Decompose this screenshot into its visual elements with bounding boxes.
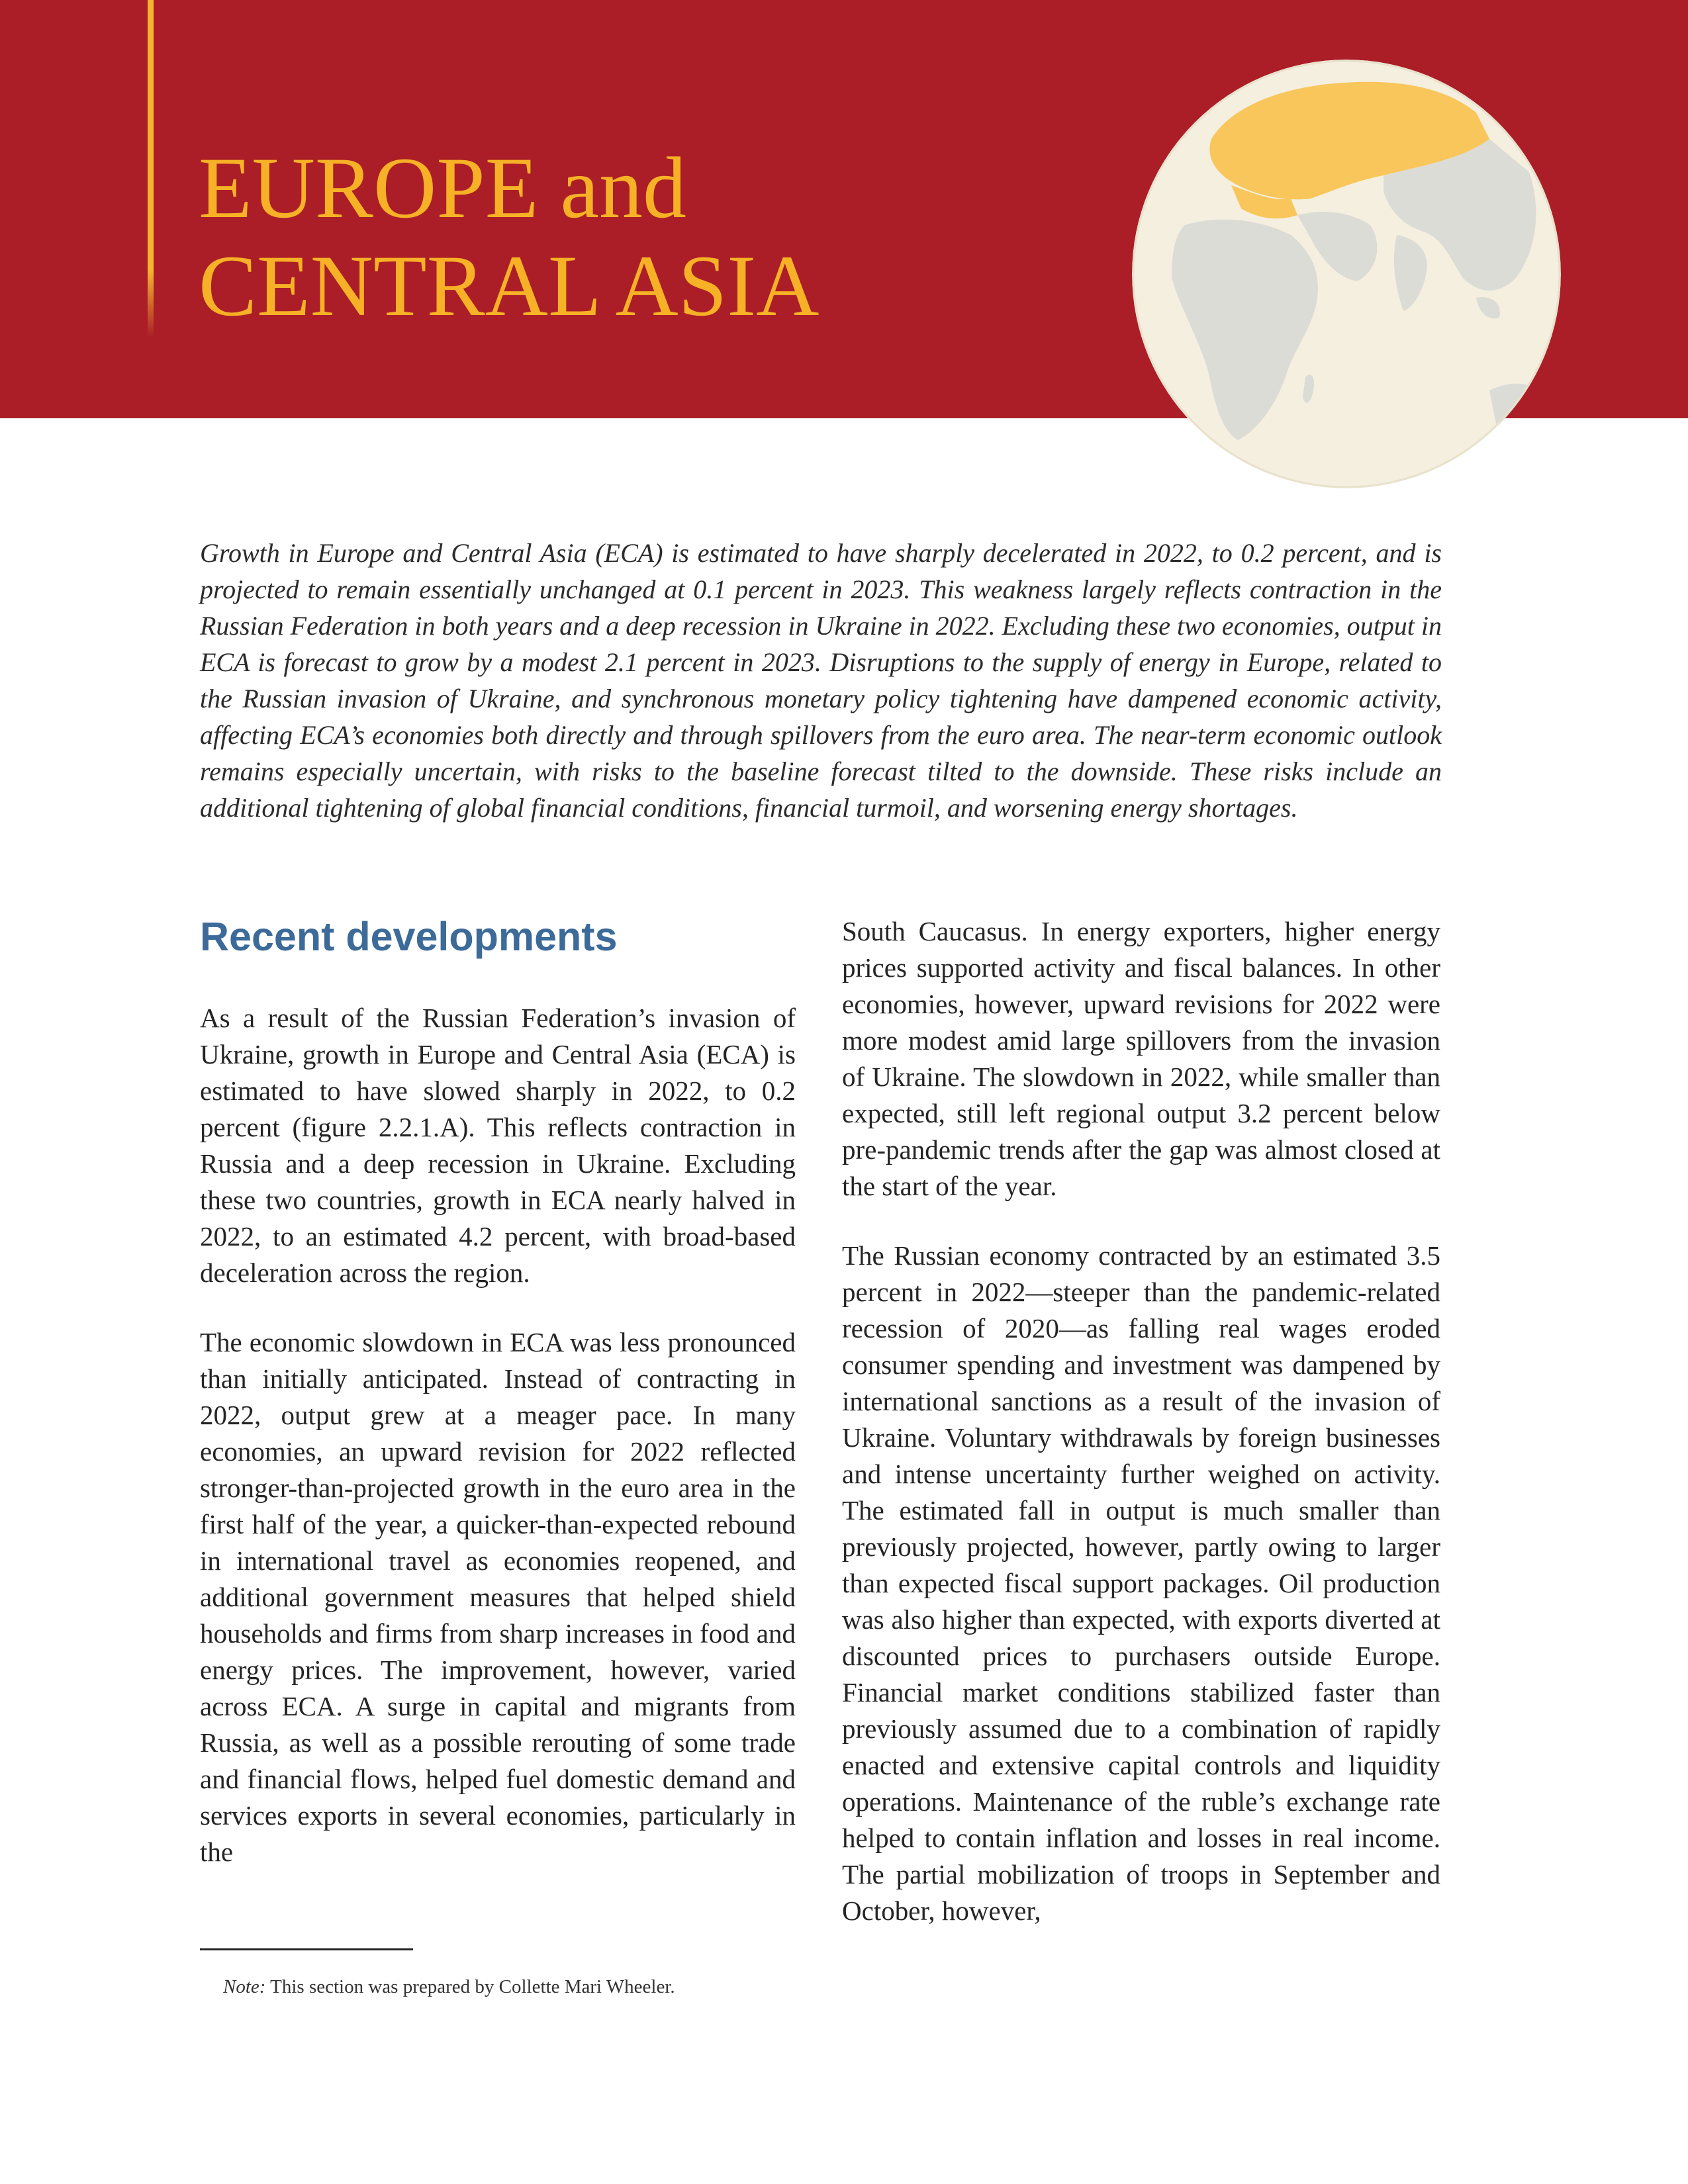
body-paragraph: The economic slowdown in ECA was less pronounced than initially anticipated. Instead of contracting in 2022, output grew at a meager pace. In many economies, an upward revision for 2022 reflected stronger-than-projected growth in the euro area in the first half of the year, a quicker-than-expected rebound in international travel as economies reopened, and additional government measures that helped shield households and firms from sharp increases in food and energy prices. The improvement, however, varied across ECA. A surge in capital and migrants from Russia, as well as a possible rerouting of some trade and financial flows, helped fuel domestic demand and services exports in several economies, particularly in the: [200, 1327, 796, 1867]
page-title: [199, 139, 819, 335]
body-paragraph: South Caucasus. In energy exporters, higher energy prices supported activity and fiscal balances. In other economies, however, upward revisions for 2022 were more modest amid large spillovers from the invasion of Ukraine. The slowdown in 2022, while smaller than expected, still left regional output 3.2 percent below pre-pandemic trends after the gap was almost closed at the start of the year.: [842, 916, 1440, 1201]
section-heading: Recent developments: [200, 914, 618, 959]
accent-rule: [148, 0, 154, 338]
left-column: [200, 910, 796, 1903]
title-line-2: CENTRAL ASIA: [199, 237, 820, 334]
right-column: [842, 913, 1440, 1962]
intro-summary: Growth in Europe and Central Asia (ECA) is estimated to have sharply decelerated in 2022, to 0.2 percent, and is projected to remain essentially unchanged at 0.1 percent in 2023. This weakness largely reflects contraction in the Russian Federation in both years and a deep recession in Ukraine in 2022. Excluding these two economies, output in ECA is forecast to grow by a modest 2.1 percent in 2023. Disruptions to the supply of energy in Europe, related to the Russian invasion of Ukraine, and synchronous monetary policy tightening have dampened economic activity, affecting ECA’s economies both directly and through spillovers from the euro area. The near-term economic outlook remains especially uncertain, with risks to the baseline forecast tilted to the downside. These risks include an additional tightening of global financial conditions, financial turmoil, and worsening energy shortages.: [200, 538, 1442, 823]
title-line-1: EUROPE and: [199, 139, 686, 236]
footnote-label: Note:: [223, 1976, 266, 1997]
footnote: [223, 1974, 675, 2000]
body-paragraph: The Russian economy contracted by an estimated 3.5 percent in 2022—steeper than the pandemic-related recession of 2020—as falling real wages eroded consumer spending and investment was dampened by international sanctions as a result of the invasion of Ukraine. Voluntary withdrawals by foreign businesses and intense uncertainty further weighed on activity. The estimated fall in output is much smaller than previously projected, however, partly owing to larger than expected fiscal support packages. Oil production was also higher than expected, with exports diverted at discounted prices to purchasers outside Europe. Financial market conditions stabilized faster than previously assumed due to a combination of rapidly enacted and extensive capital controls and liquidity operations. Maintenance of the ruble’s exchange rate helped to contain inflation and losses in real income. The partial mobilization of troops in September and October, however,: [842, 1240, 1440, 1926]
footnote-divider: [200, 1948, 413, 1950]
globe-map-icon: [1132, 60, 1561, 488]
footnote-text: This section was prepared by Collette Mari Wheeler.: [265, 1976, 675, 1997]
body-paragraph: As a result of the Russian Federation’s invasion of Ukraine, growth in Europe and Central Asia (ECA) is estimated to have slowed sharply in 2022, to 0.2 percent (figure 2.2.1.A). This reflects contraction in Russia and a deep recession in Ukraine. Excluding these two countries, growth in ECA nearly halved in 2022, to an estimated 4.2 percent, with broad-based deceleration across the region.: [200, 1003, 796, 1288]
